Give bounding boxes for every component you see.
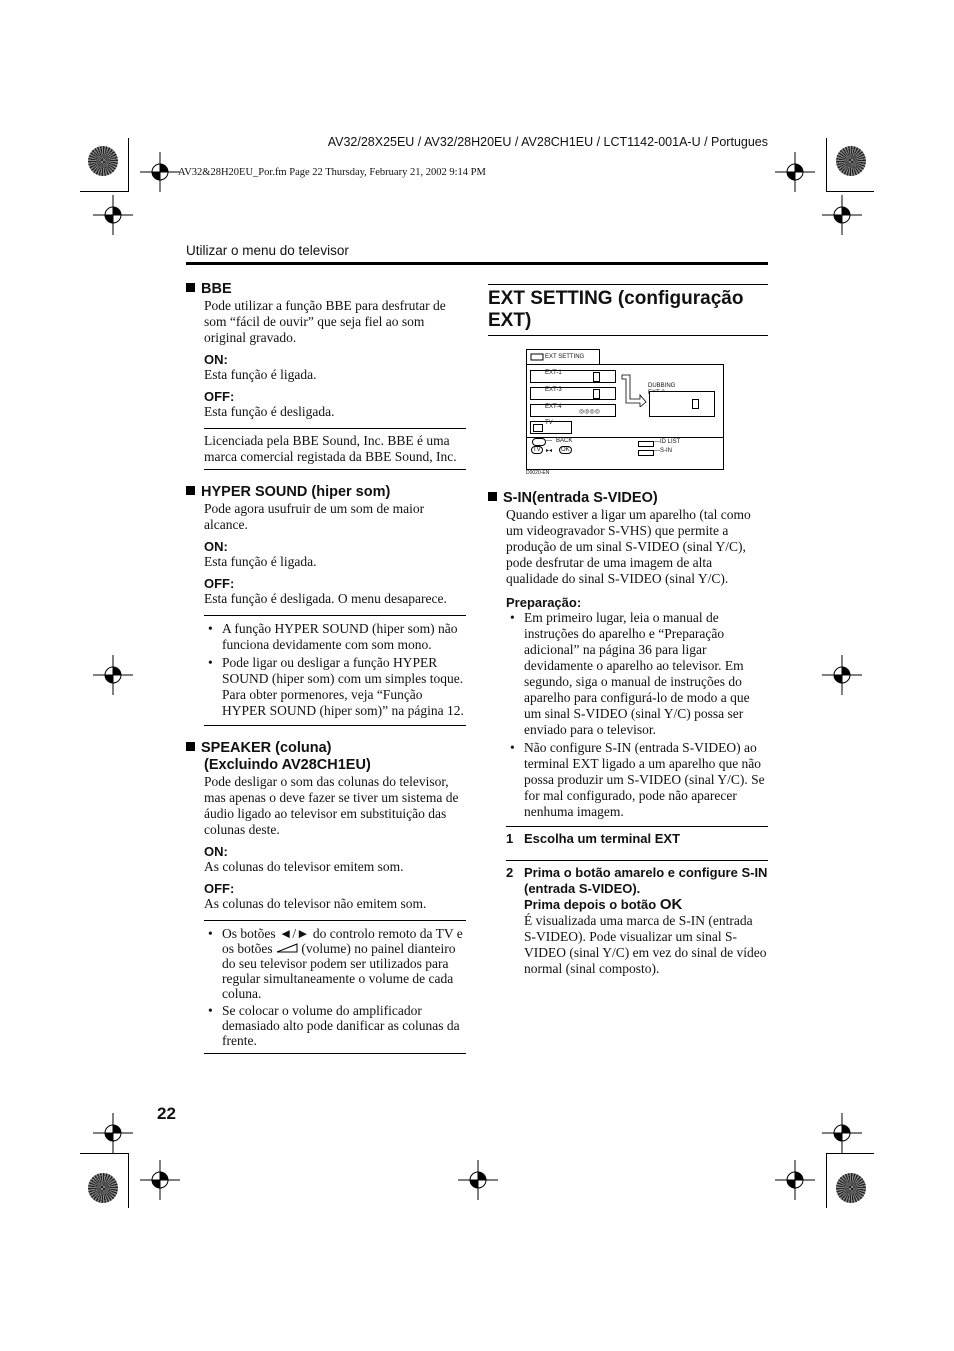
square-bullet-icon <box>488 492 497 501</box>
color-burst-icon <box>836 146 866 176</box>
speaker-off-text: As colunas do televisor não emitem som. <box>204 896 427 911</box>
ext2-slot <box>649 391 715 417</box>
registration-mark-icon <box>775 1160 815 1200</box>
list-item: • Se colocar o volume do amplificador demasiado alto pode danificar as colunas da frente. <box>204 1003 466 1048</box>
registration-mark-icon <box>93 1113 133 1153</box>
square-bullet-icon <box>186 742 195 751</box>
header-rule <box>186 262 768 265</box>
bbe-section <box>186 281 466 470</box>
connector-icons: ◎◎◎◎ <box>579 409 600 415</box>
color-burst-icon <box>88 146 118 176</box>
prep-list <box>506 610 768 820</box>
back-label: BACK <box>556 438 573 444</box>
model-header: AV32/28X25EU / AV32/28H20EU / AV28CH1EU / LCT1142-001A-U / Portugues <box>327 135 768 149</box>
bbe-title: BBE <box>186 281 466 298</box>
registration-mark-icon <box>140 1160 180 1200</box>
speaker-off-label: OFF: <box>204 881 235 896</box>
bbe-off-label: OFF: <box>204 389 235 404</box>
registration-mark-icon <box>822 195 862 235</box>
s-in-desc: Quando estiver a ligar um aparelho (tal como um videogravador S-VHS) que permite a produção de um sinal S-VIDEO (sinal Y/C), pode desfrutar de uma imagem de alta qualidade do sinal S-VIDEO (sinal Y/C). <box>506 507 751 586</box>
hyper-on-label: ON: <box>204 539 228 554</box>
ok-button: OK <box>561 447 570 453</box>
bbe-on-label: ON: <box>204 352 228 367</box>
speaker-section <box>186 740 466 1054</box>
tv-button: TV <box>533 447 541 453</box>
hyper-notes <box>204 621 466 719</box>
list-item: • Pode ligar ou desligar a função HYPER SOUND (hiper som) com um simples toque. Para obter pormenores, veja “Função HYPER SOUND (hiper som)” na página 12. <box>204 655 466 719</box>
back-button-icon <box>532 438 546 446</box>
color-burst-icon <box>836 1173 866 1203</box>
square-bullet-icon <box>186 283 195 292</box>
list-item: • A função HYPER SOUND (hiper som) não funciona devidamente com som mono. <box>204 621 466 653</box>
page-title: EXT SETTING (configuração EXT) <box>488 288 744 331</box>
bbe-license: Licenciada pela BBE Sound, Inc. BBE é uma marca comercial registada da BBE Sound, Inc. <box>204 433 457 464</box>
registration-mark-icon <box>93 655 133 695</box>
tv-slot: TV <box>530 421 572 434</box>
registration-mark-icon <box>775 152 815 192</box>
volume-wedge-icon <box>276 943 298 953</box>
prep-label: Preparação: <box>506 595 582 610</box>
menu-icon <box>530 353 544 361</box>
bbe-desc: Pode utilizar a função BBE para desfrutar de som “fácil de ouvir” que seja fiel ao som original gravado. <box>204 298 446 345</box>
screen-tab: EXT SETTING <box>526 349 600 364</box>
list-item: • Os botões ◄/► do controlo remoto da TV e os botões (volume) no painel dianteiro do seu televisor podem ser utilizados para regular simultaneamente o volume de cada coluna. <box>204 926 466 1001</box>
s-in-section <box>488 490 768 977</box>
s-in-label: S-IN <box>660 448 672 454</box>
page-number: 22 <box>157 1104 176 1123</box>
figure-code: D0020-EN <box>526 470 550 476</box>
file-info: AV32&28H20EU_Por.fm Page 22 Thursday, February 21, 2002 9:14 PM <box>178 167 486 178</box>
hyper-on-text: Esta função é ligada. <box>204 554 317 569</box>
ext1-slot: EXT-1 <box>530 370 616 383</box>
bbe-off-text: Esta função é desligada. <box>204 404 335 419</box>
ext4-slot: EXT-4 ◎◎◎◎ <box>530 404 616 417</box>
bbe-on-text: Esta função é ligada. <box>204 367 317 382</box>
speaker-notes <box>204 926 466 1048</box>
list-item: • Em primeiro lugar, leia o manual de instruções do aparelho e “Preparação adicional” na página 36 para ligar devidamente o aparelho ao televisor. Em segundo, siga o manual de instruções do aparelho para configurá-lo de modo a que um sinal S-VIDEO (sinal Y/C) possa ser enviado para o televisor. <box>506 610 768 738</box>
arrow-icon <box>620 373 648 407</box>
registration-mark-icon <box>822 1113 862 1153</box>
ext3-slot: EXT-3 <box>530 387 616 400</box>
square-bullet-icon <box>186 486 195 495</box>
hyper-off-text: Esta função é desligada. O menu desaparece. <box>204 591 447 606</box>
speaker-on-label: ON: <box>204 844 228 859</box>
step-1: 1 Escolha um terminal EXT <box>506 831 681 846</box>
registration-mark-icon <box>93 195 133 235</box>
registration-mark-icon <box>140 152 180 192</box>
speaker-subtitle: (Excluindo AV28CH1EU) <box>204 757 371 773</box>
color-burst-icon <box>88 1173 118 1203</box>
registration-mark-icon <box>822 655 862 695</box>
hyper-sound-section <box>186 484 466 726</box>
step-2-desc: É visualizada uma marca de S-IN (entrada S-VIDEO). Pode visualizar um sinal S-VIDEO (sinal Y/C) em vez do sinal de vídeo normal (sinal composto). <box>524 913 767 976</box>
hyper-off-label: OFF: <box>204 576 235 591</box>
step-2: 2 Prima o botão amarelo e configure S-IN (entrada S-VIDEO). Prima depois o botão OK <box>506 865 768 913</box>
registration-mark-icon <box>458 1160 498 1200</box>
ext-setting-screen: EXT SETTING EXT-1 EXT-3 EXT-4 ◎◎◎◎ TV DUBBING — BACK TV ▸◂ OK — ID LIST — S-IN D0020-EN <box>526 349 724 479</box>
hyper-desc: Pode agora usufruir de um som de maior alcance. <box>204 501 425 532</box>
section-heading: Utilizar o menu do televisor <box>186 243 349 258</box>
left-column <box>186 281 466 1054</box>
id-list-label: ID LIST <box>660 439 681 445</box>
dubbing-label: DUBBING <box>648 383 676 389</box>
ok-button-label: OK <box>659 896 683 913</box>
speaker-on-text: As colunas do televisor emitem som. <box>204 859 404 874</box>
s-in-title: S-IN(entrada S-VIDEO) <box>488 490 768 507</box>
speaker-title: SPEAKER (coluna) <box>186 740 466 757</box>
hyper-sound-title: HYPER SOUND (hiper som) <box>186 484 466 501</box>
list-item: • Não configure S-IN (entrada S-VIDEO) ao terminal EXT ligado a um aparelho que não possa produzir um S-VIDEO (sinal Y/C). Se for mal configurado, pode não aparecer nenhuma imagem. <box>506 740 768 820</box>
speaker-desc: Pode desligar o som das colunas do televisor, mas apenas o deve fazer se tiver um sistema de áudio ligado ao televisor em substituição das colunas deste. <box>204 774 459 837</box>
